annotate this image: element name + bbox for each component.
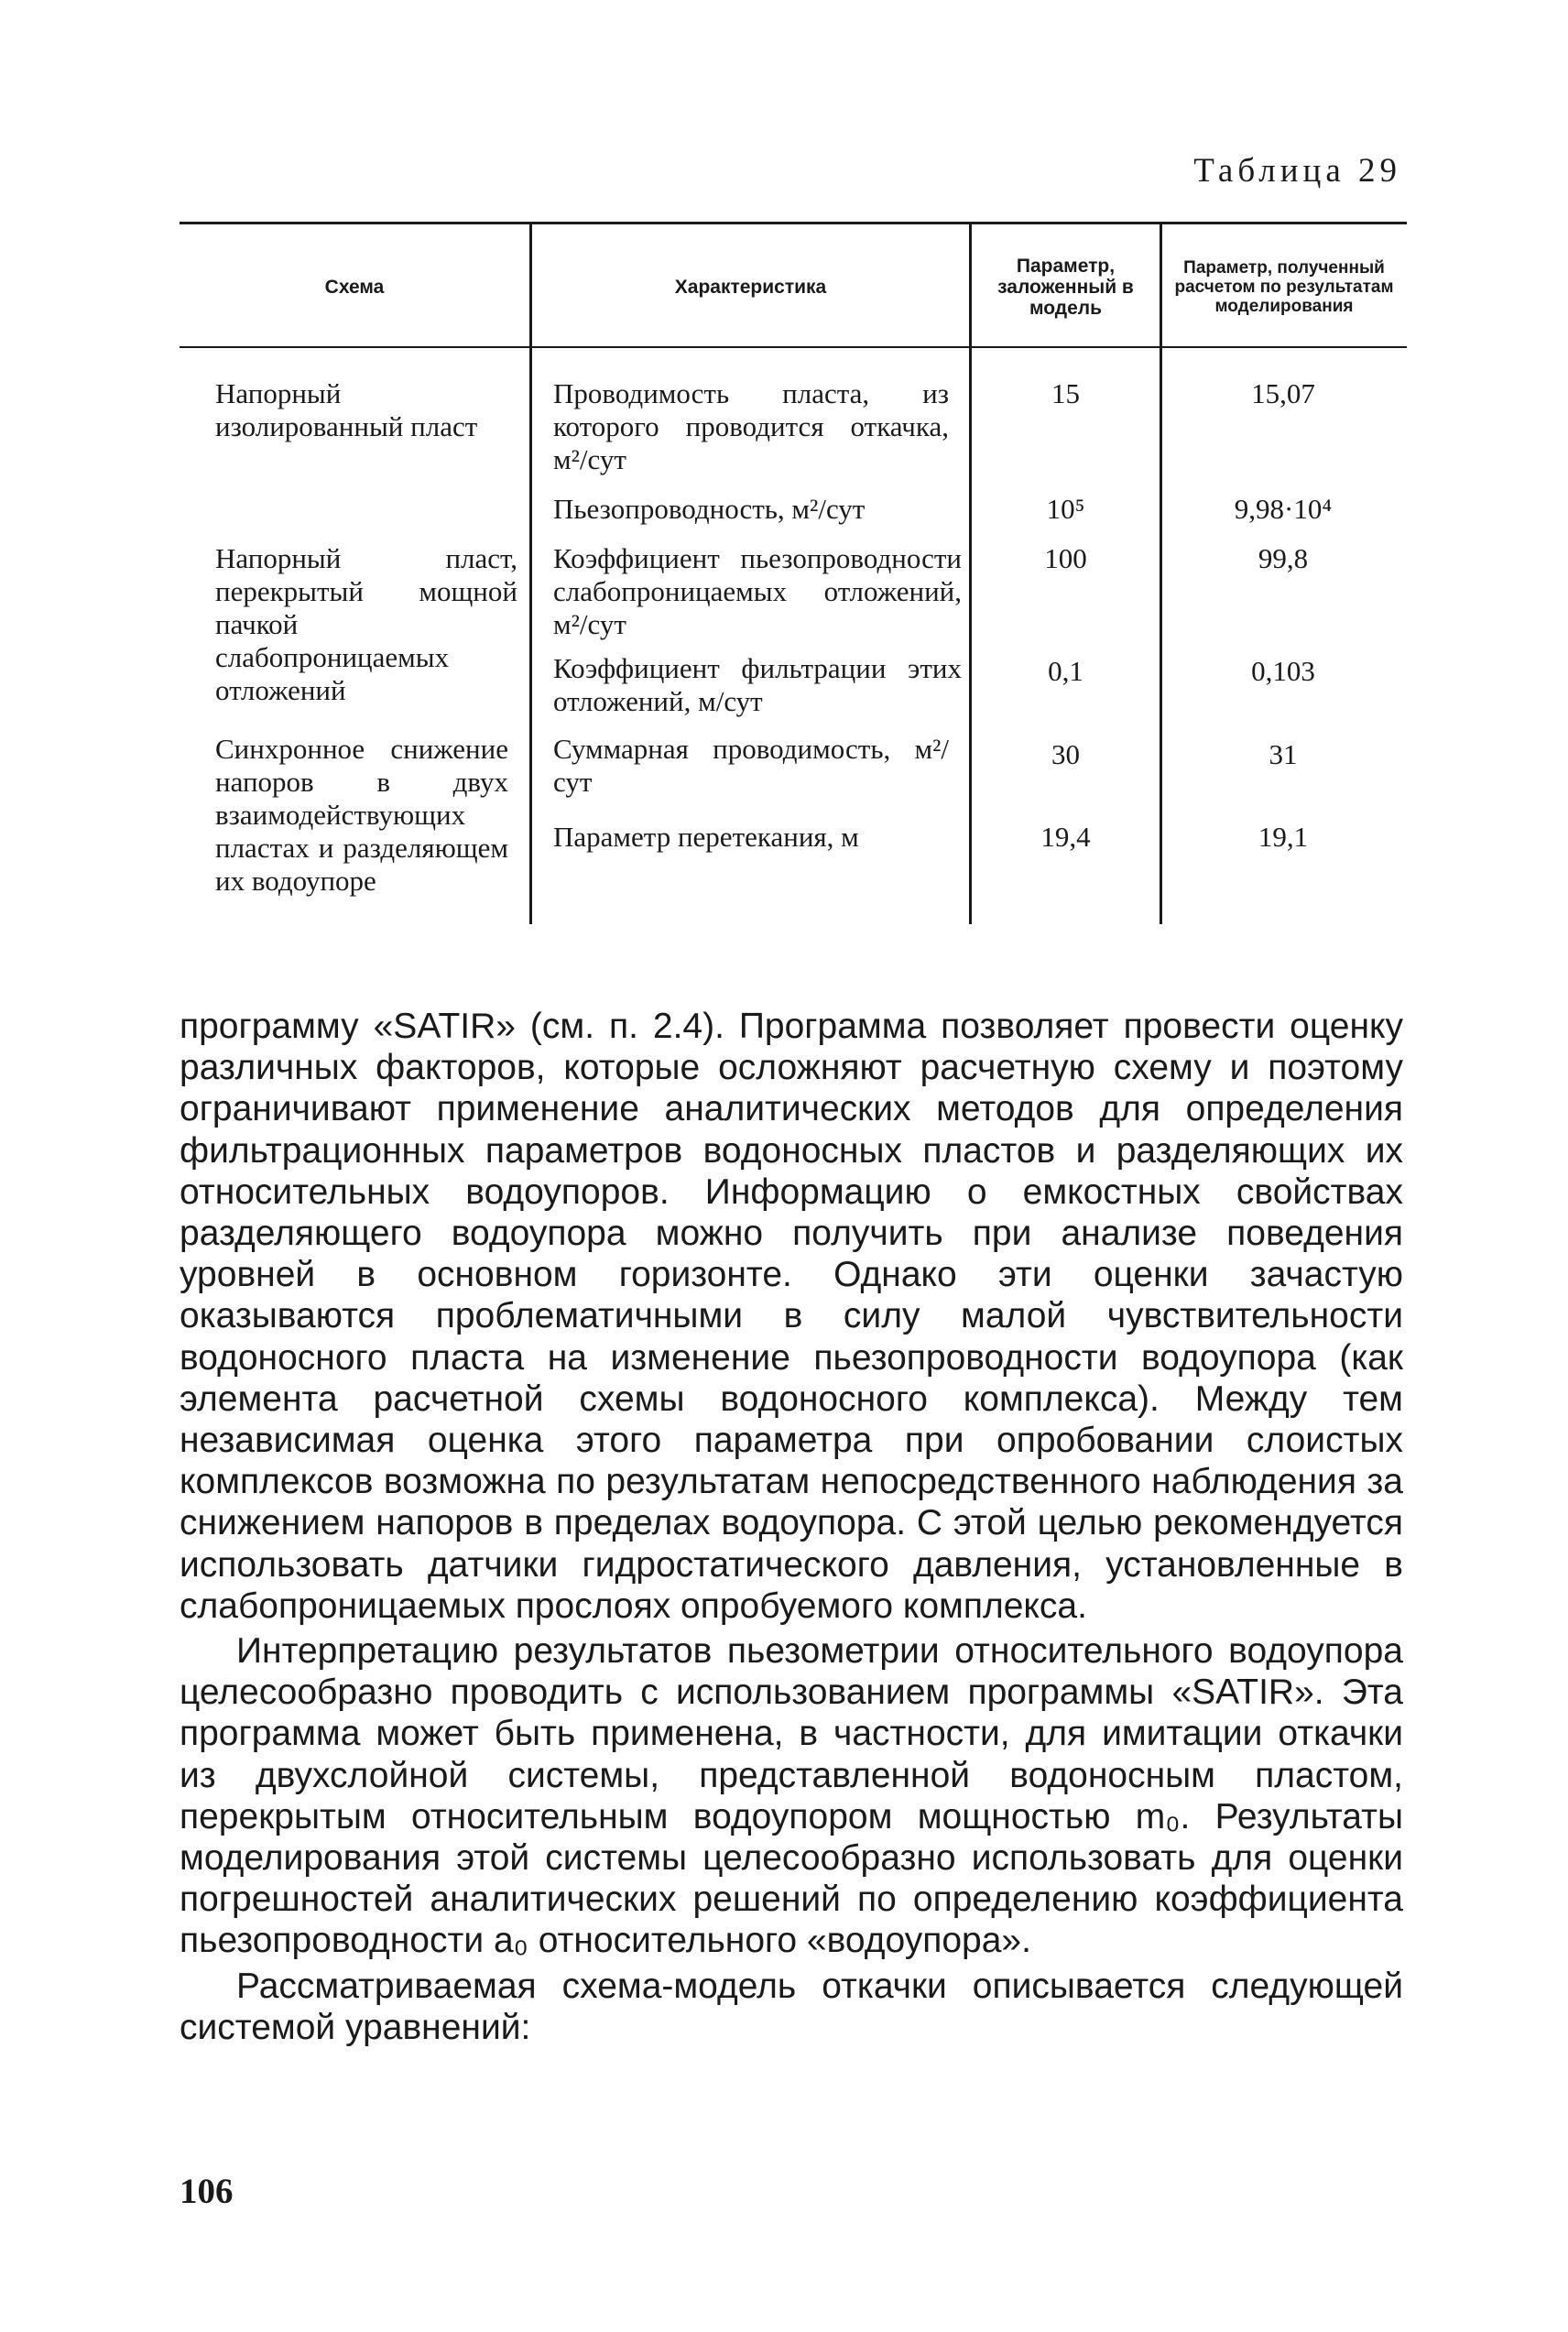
characteristic-cell: Проводимость пласта, из которого проводится откачка, м²/сут	[553, 377, 949, 475]
header-result-parameter: Параметр, полученный расчетом по результатам моделирования	[1174, 257, 1394, 316]
paragraph: Интерпретацию результатов пьезометрии относительного водоупора целесообразно проводить с использованием программы «SATIR». Эта программа может быть применена, в частности, для имитации откачки из двухслойной системы, представленной водоносным пластом, перекрытым относительным водоупором мощностью m₀. Результаты моделирования этой системы целесообразно использовать для оценки погрешностей аналитических решений по определению коэффициента пьезопроводности a₀ относительного «водоупора».	[180, 1631, 1403, 1961]
model-value: 15	[1051, 377, 1080, 409]
header-model-parameter: Параметр, заложенный в модель	[997, 255, 1134, 319]
table-top-rule	[180, 222, 1407, 224]
characteristic-cell: Параметр перетекания, м	[553, 821, 859, 853]
result-value: 15,07	[1251, 377, 1315, 409]
header-characteristic: Характеристика	[674, 276, 827, 298]
table-header-rule	[180, 346, 1407, 348]
body-text	[180, 1006, 1403, 2048]
scheme-cell: Напорный изолированный пласт	[215, 377, 478, 442]
table-caption: Таблица 29	[1193, 152, 1401, 190]
characteristic-cell: Коэффициент пьезопроводности слабопроницаемых отложений, м²/сут	[553, 542, 962, 640]
characteristic-cell: Коэффициент фильтрации этих отложений, м/сут	[553, 652, 962, 717]
model-value: 19,4	[1040, 821, 1091, 853]
header-scheme: Схема	[324, 276, 385, 298]
result-value: 9,98·10⁴	[1234, 493, 1333, 525]
characteristic-cell: Суммарная проводимость, м²/сут	[553, 733, 949, 798]
scheme-cell: Синхронное снижение напоров в двух взаимодействующих пластах и разделяющем их водоупоре	[215, 733, 508, 897]
characteristic-cell: Пьезопроводность, м²/сут	[553, 493, 866, 525]
model-value: 0,1	[1048, 655, 1083, 687]
result-value: 19,1	[1258, 821, 1309, 853]
result-value: 99,8	[1258, 542, 1309, 574]
model-value: 100	[1044, 542, 1087, 574]
model-value: 30	[1051, 738, 1080, 770]
paragraph: программу «SATIR» (см. п. 2.4). Программа позволяет провести оценку различных факторов, которые осложняют расчетную схему и поэтому ограничивают применение аналитических методов для определения фильтрационных параметров водоносных пластов и разделяющих их относительных водоупоров. Информацию о емкостных свойствах разделяющего водоупора можно получить при анализе поведения уровней в основном горизонте. Однако эти оценки зачастую оказываются проблематичными в силу малой чувствительности водоносного пласта на изменение пьезопроводности водоупора (как элемента расчетной схемы водоносного комплекса). Между тем независимая оценка этого параметра при опробовании слоистых комплексов возможна по результатам непосредственного наблюдения за снижением напоров в пределах водоупора. С этой целью рекомендуется использовать датчики гидростатического давления, установленные в слабопроницаемых прослоях опробуемого комплекса.	[180, 1007, 1403, 1626]
result-value: 0,103	[1251, 655, 1315, 687]
paragraph: Рассматриваемая схема-модель откачки описывается следующей системой уравнений:	[180, 1966, 1403, 2047]
result-value: 31	[1269, 738, 1298, 770]
page-number: 106	[180, 2172, 234, 2211]
scheme-cell: Напорный пласт, перекрытый мощной пачкой слабопроницаемых отложений	[215, 542, 517, 706]
model-value: 10⁵	[1046, 493, 1085, 525]
